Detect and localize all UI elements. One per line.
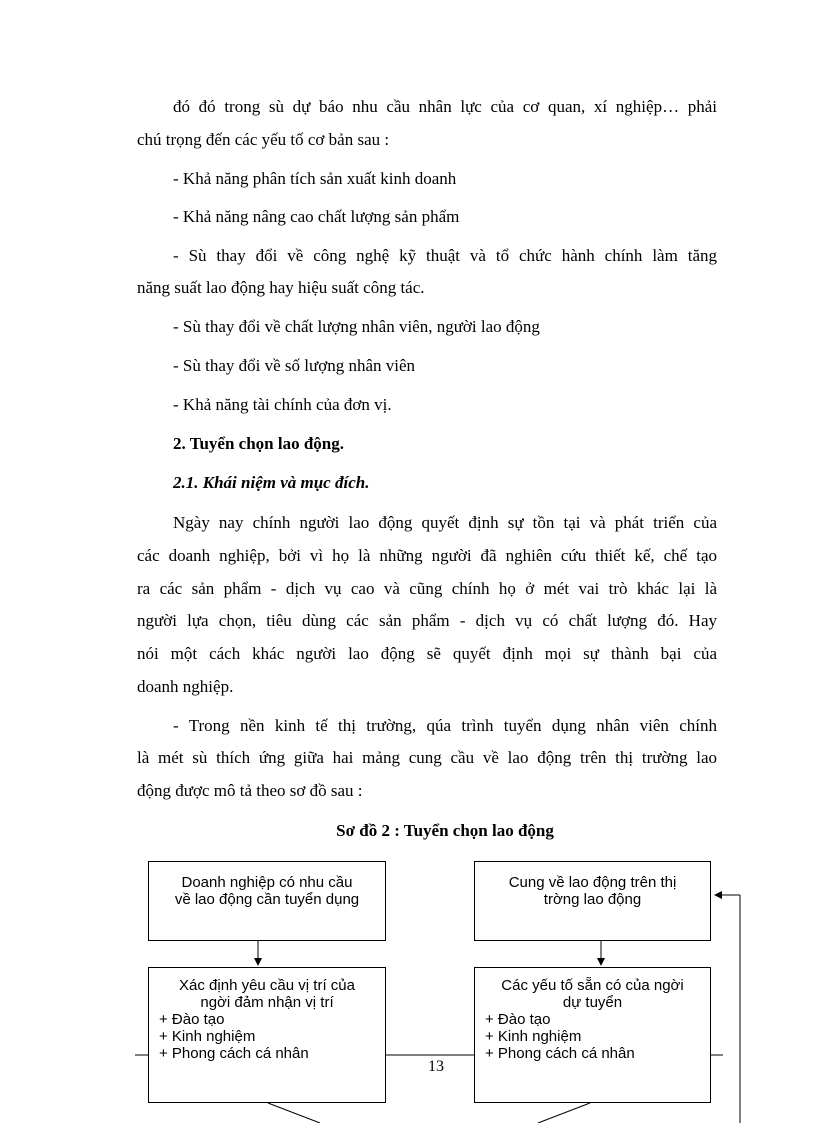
box-position-requirements <box>148 967 386 1103</box>
bullet-1: - Khả năng phân tích sản xuất kinh doanh <box>173 169 457 188</box>
paragraph-3-line-1: - Trong nền kinh tế thị trường, qúa trình tuyển dụng nhân viên chính <box>173 716 717 735</box>
box-position-requirements-line-2: ngời đảm nhận vị trí <box>200 994 334 1011</box>
box-enterprise-demand <box>148 861 386 941</box>
box-position-requirements-item-3: + Phong cách cá nhân <box>159 1045 309 1062</box>
paragraph-2-line-4: người lựa chọn, tiêu dùng các sản phẩm - dịch vụ có chất lượng đó. Hay <box>137 611 717 630</box>
bullet-3-line-2: năng suất lao động hay hiệu suất công tác. <box>137 278 425 297</box>
bullet-6: - Khả năng tài chính của đơn vị. <box>173 395 392 414</box>
paragraph-2-line-6: doanh nghiệp. <box>137 677 234 696</box>
box-enterprise-demand-line-2: về lao động cần tuyển dụng <box>174 891 360 908</box>
box-candidate-attributes-line-2: dự tuyển <box>562 994 623 1011</box>
box-candidate-attributes <box>474 967 711 1103</box>
box-candidate-attributes-item-3: + Phong cách cá nhân <box>485 1045 635 1062</box>
paragraph-2-line-1: Ngày nay chính người lao động quyết định sự tồn tại và phát triển của <box>173 513 717 532</box>
paragraph-3-line-3: động được mô tả theo sơ đồ sau : <box>137 781 363 800</box>
connector-diag-left <box>268 1103 320 1123</box>
section-heading-2: 2. Tuyển chọn lao động. <box>173 434 345 453</box>
bullet-4: - Sù thay đổi về chất lượng nhân viên, người lao động <box>173 317 540 336</box>
box-labor-supply-line-2: trờng lao động <box>543 891 642 908</box>
box-enterprise-demand-line-1: Doanh nghiệp có nhu cầu <box>181 874 353 891</box>
paragraph-2-line-5: nói một cách khác người lao động sẽ quyết định mọi sự thành bại của <box>137 644 717 663</box>
box-position-requirements-item-1: + Đào tạo <box>159 1011 225 1028</box>
box-labor-supply <box>474 861 711 941</box>
box-candidate-attributes-item-2: + Kinh nghiệm <box>485 1028 582 1045</box>
paragraph-3-line-2: là mét sù thích ứng giữa hai mảng cung cầu về lao động trên thị trường lao <box>137 748 717 767</box>
connector-diag-right <box>538 1103 590 1123</box>
page-number: 13 <box>428 1058 444 1075</box>
box-labor-supply-line-1: Cung về lao động trên thị <box>508 874 677 891</box>
bullet-3-line-1: - Sù thay đổi về công nghệ kỹ thuật và tổ chức hành chính làm tăng <box>173 246 717 265</box>
box-candidate-attributes-line-1: Các yếu tố sẵn có của ngời <box>501 977 684 994</box>
paragraph-1-line-1: đó đó trong sù dự báo nhu cầu nhân lực của cơ quan, xí nghiệp… phải <box>173 97 717 116</box>
paragraph-2-line-2: các doanh nghiệp, bởi vì họ là những người đã nghiên cứu thiết kế, chế tạo <box>137 546 717 565</box>
paragraph-2-line-3: ra các sản phẩm - dịch vụ cao và cũng chính họ ở mét vai trò khác lại là <box>137 579 717 598</box>
box-candidate-attributes-item-1: + Đào tạo <box>485 1011 551 1028</box>
bullet-2: - Khả năng nâng cao chất lượng sản phẩm <box>173 207 460 226</box>
paragraph-1-line-2: chú trọng đến các yếu tố cơ bản sau : <box>137 130 390 149</box>
bullet-5: - Sù thay đổi về số lượng nhân viên <box>173 356 416 375</box>
section-heading-2-1: 2.1. Khái niệm và mục đích. <box>173 473 370 492</box>
box-position-requirements-line-1: Xác định yêu cầu vị trí của <box>179 977 355 994</box>
diagram-title: Sơ đồ 2 : Tuyển chọn lao động <box>336 821 554 840</box>
box-position-requirements-item-2: + Kinh nghiệm <box>159 1028 256 1045</box>
